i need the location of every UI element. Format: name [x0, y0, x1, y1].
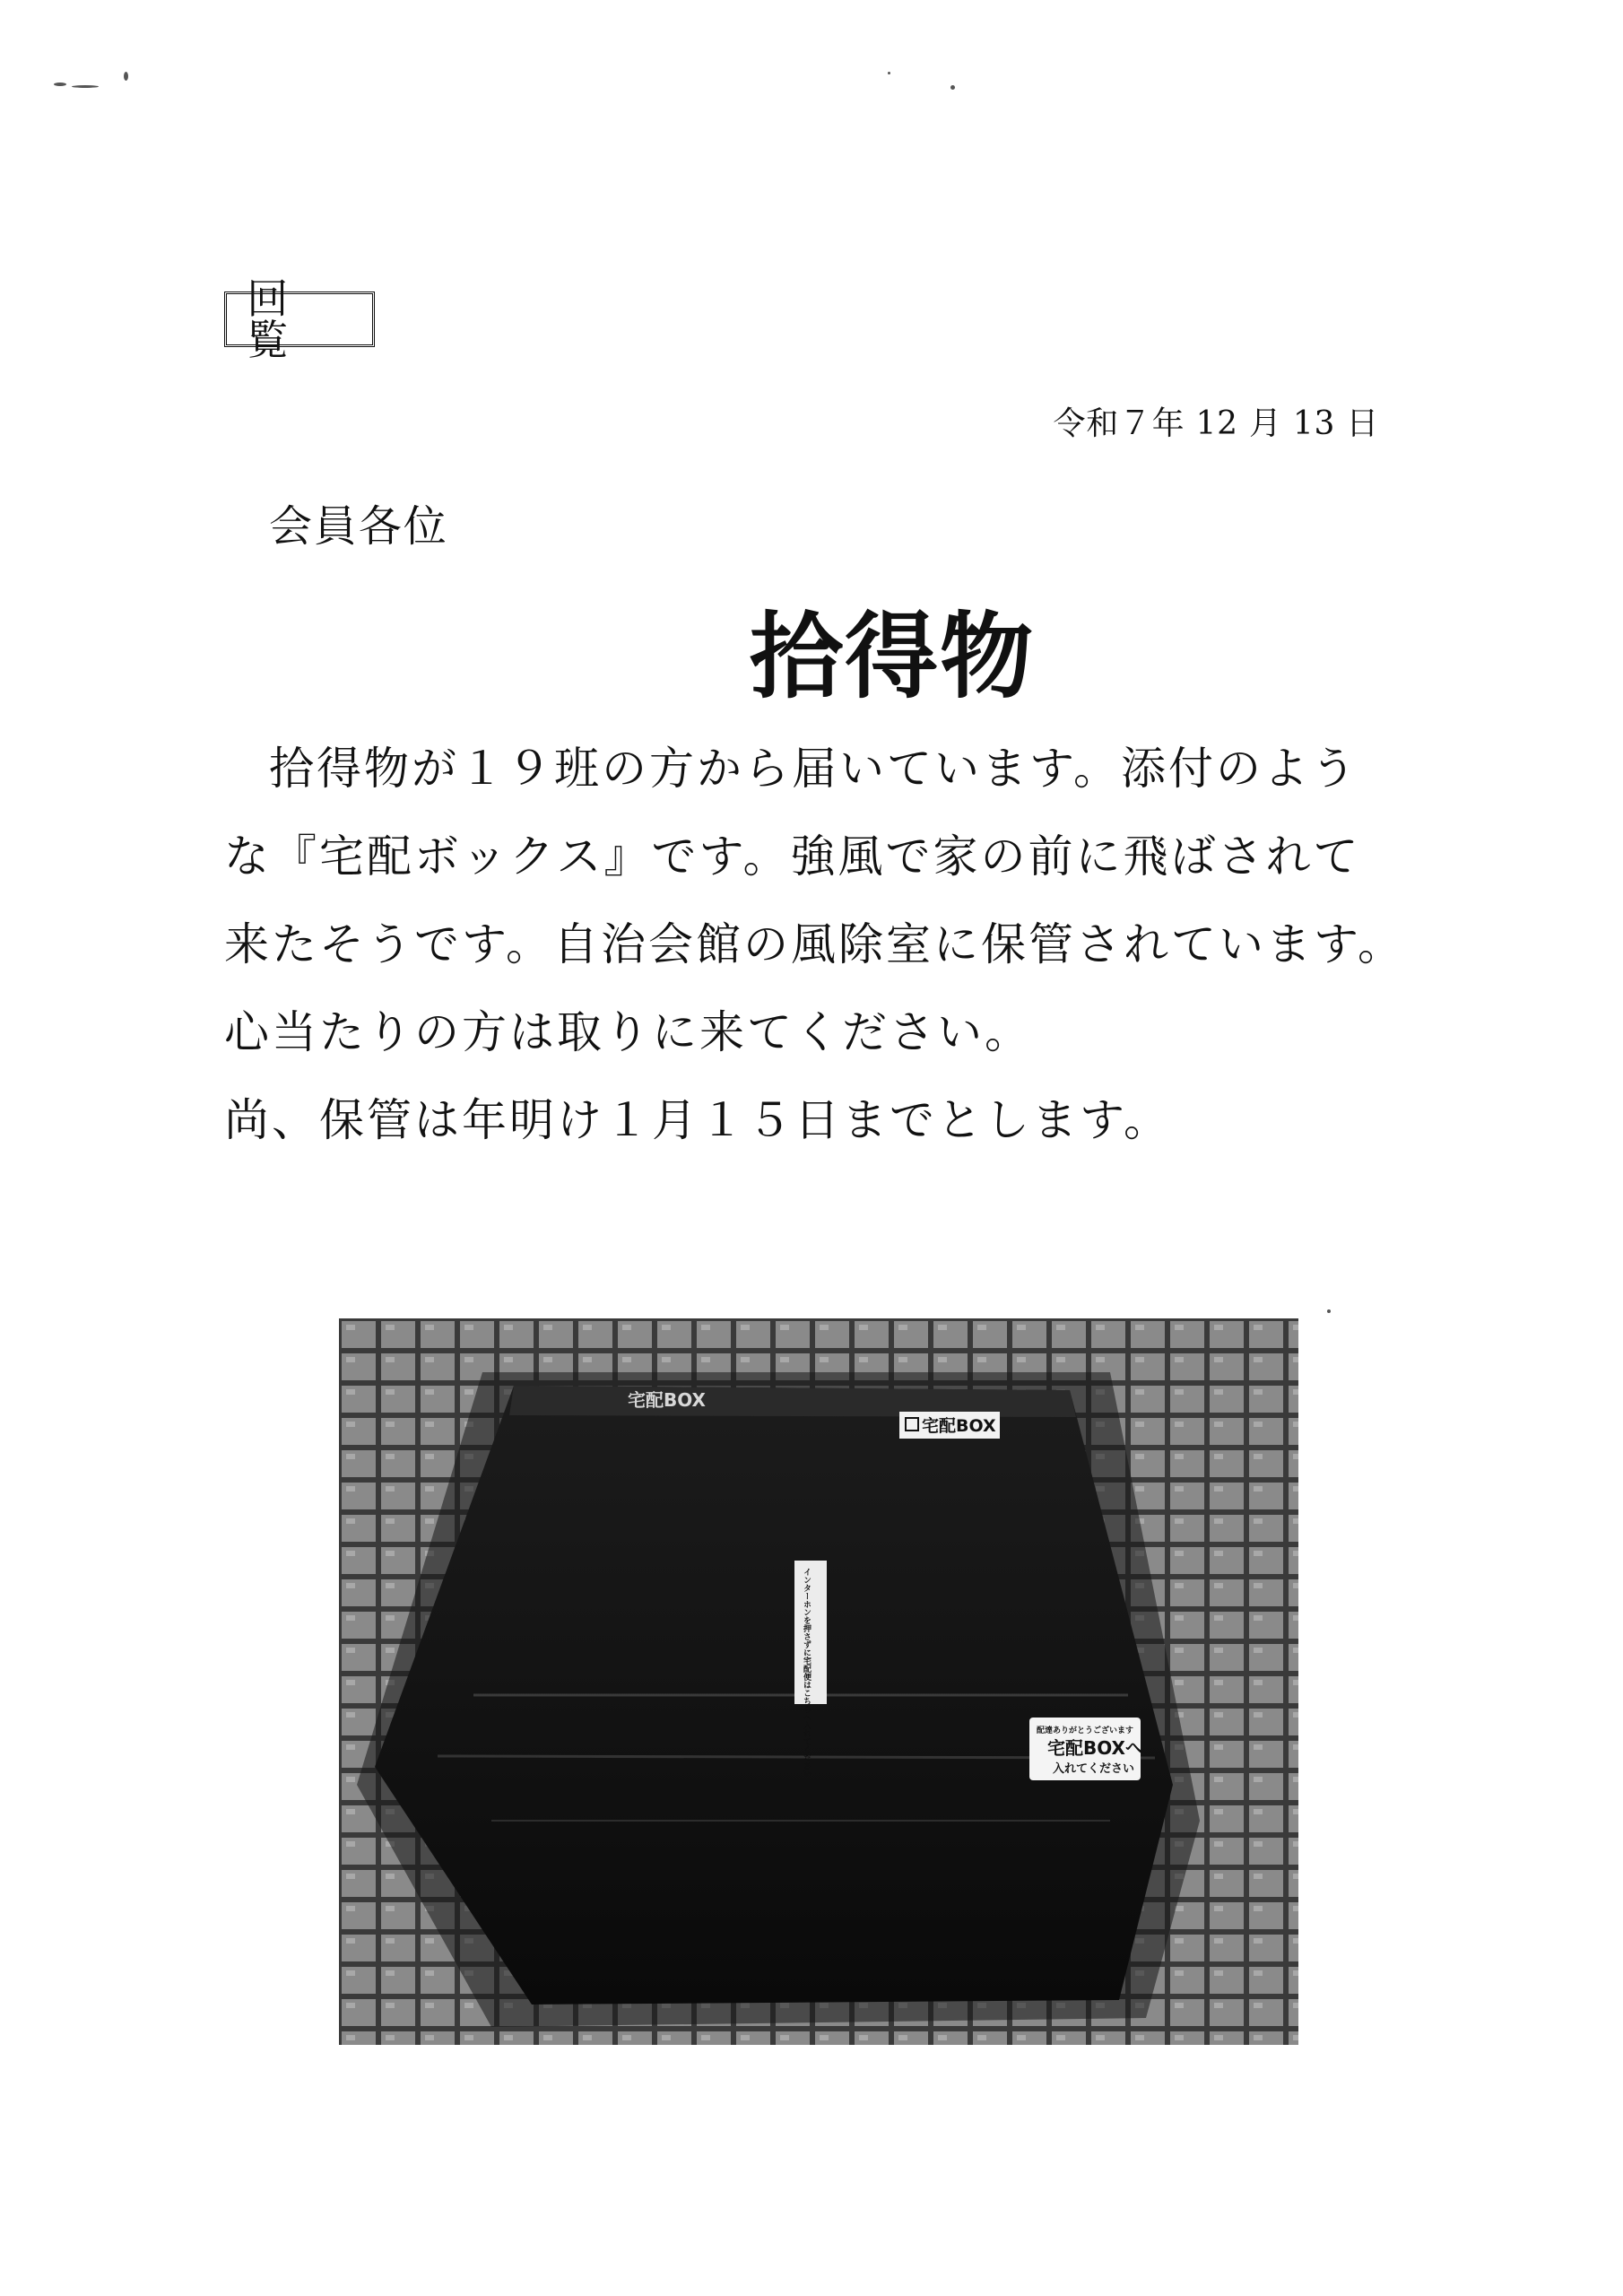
scan-speck — [888, 72, 890, 74]
circulation-stamp — [224, 274, 375, 364]
scan-speck — [54, 83, 66, 86]
document-title: 拾得物 — [749, 602, 1036, 711]
scan-speck — [950, 85, 955, 90]
delivery-box-illustration — [339, 1318, 1298, 2045]
corner-sticker-main: 宅配BOXへ — [1047, 1737, 1143, 1759]
delivery-box-photo — [339, 1318, 1298, 2045]
instruction-strip-text: インターホンを押さずに宅配便はこちらへ入れてください — [802, 1568, 811, 1778]
scan-speck — [124, 72, 128, 81]
body-line: 心当たりの方は取りに来てください。 — [224, 1006, 1032, 1058]
notice-body — [224, 725, 1444, 1164]
body-line: 拾得物が１９班の方から届いています。添付のよう — [269, 743, 1358, 795]
instruction-strip — [794, 1561, 827, 1704]
scan-speck — [72, 85, 99, 88]
body-line: 尚、保管は年明け１月１５日までとします。 — [224, 1094, 1171, 1146]
body-line: な『宅配ボックス』です。強風で家の前に飛ばされて — [224, 831, 1361, 883]
corner-sticker-top: 配達ありがとうございます — [1037, 1726, 1134, 1735]
circulation-stamp-label: 回 覧 — [247, 274, 375, 364]
addressee: 会員各位 — [269, 501, 448, 552]
document-date: 令和７年 12 月 13 日 — [1053, 405, 1379, 442]
front-label: 宅配BOX — [922, 1416, 996, 1436]
scan-speck — [1327, 1309, 1331, 1313]
lid-logo-label: 宅配BOX — [628, 1389, 706, 1411]
body-line: 来たそうです。自治会館の風除室に保管されています。 — [224, 918, 1405, 970]
corner-sticker-sub: 入れてください — [1053, 1762, 1135, 1776]
